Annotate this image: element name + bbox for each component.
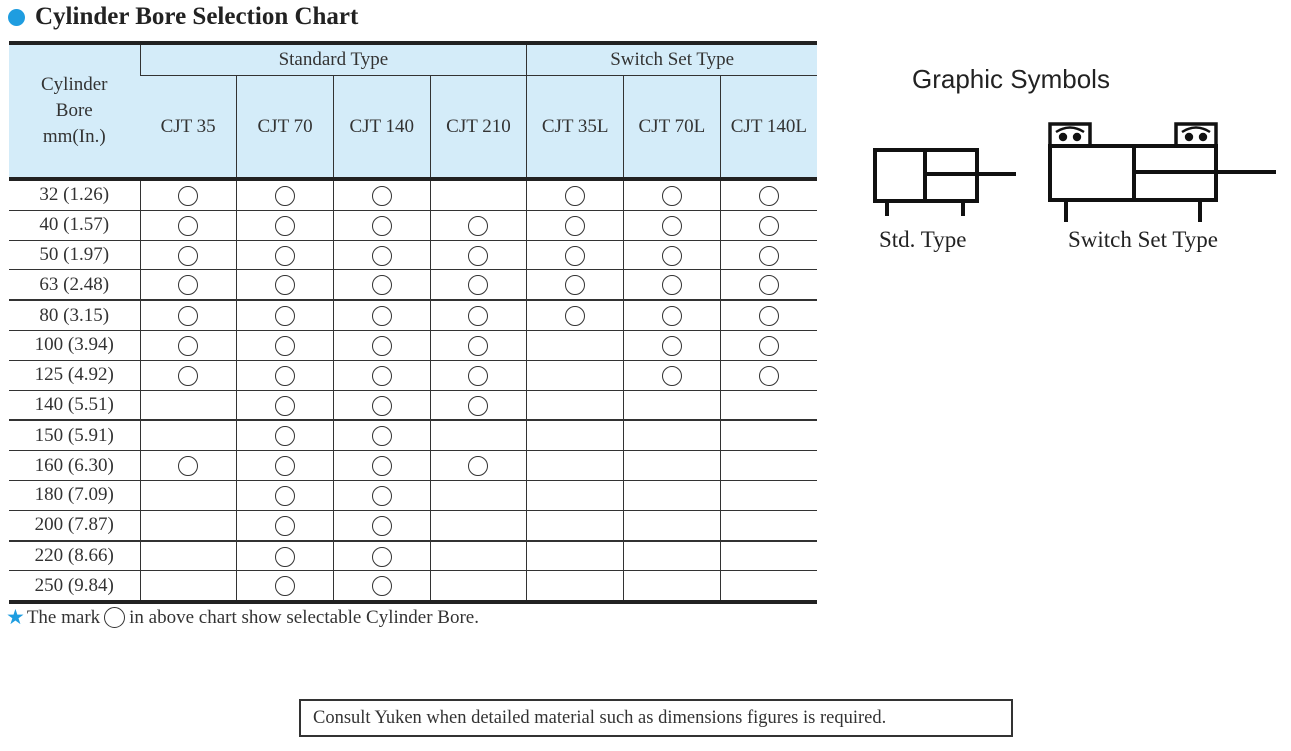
availability-cell <box>237 360 334 390</box>
selectable-mark-icon <box>468 336 488 356</box>
selectable-mark-icon <box>372 186 392 206</box>
availability-cell <box>430 270 527 300</box>
availability-cell <box>140 541 237 571</box>
availability-cell <box>527 510 624 540</box>
availability-cell <box>624 210 721 240</box>
availability-cell <box>333 541 430 571</box>
page-title-text: Cylinder Bore Selection Chart <box>35 3 359 30</box>
selectable-mark-icon <box>372 576 392 596</box>
availability-cell <box>430 300 527 330</box>
chart-note <box>6 605 479 630</box>
group-header-switch-set: Switch Set Type <box>527 43 817 76</box>
bore-header-line-2: Bore <box>55 100 93 121</box>
bore-size-cell: 180 (7.09) <box>9 480 140 510</box>
page-title <box>8 0 358 34</box>
availability-cell <box>140 451 237 481</box>
star-icon: ★ <box>6 605 25 629</box>
availability-cell <box>237 480 334 510</box>
availability-cell <box>624 510 721 540</box>
availability-cell <box>237 300 334 330</box>
availability-cell <box>237 420 334 450</box>
availability-cell <box>140 240 237 270</box>
selectable-mark-icon <box>662 366 682 386</box>
table-row <box>9 360 817 390</box>
table-row <box>9 571 817 602</box>
switch-set-type-label: Switch Set Type <box>1068 227 1219 252</box>
selectable-mark-icon <box>468 275 488 295</box>
availability-cell <box>237 571 334 602</box>
availability-cell <box>527 270 624 300</box>
table-row <box>9 510 817 540</box>
bore-header-line-3: mm(In.) <box>42 126 106 147</box>
availability-cell <box>720 240 817 270</box>
selectable-mark-icon <box>372 516 392 536</box>
availability-cell <box>333 240 430 270</box>
availability-cell <box>430 210 527 240</box>
selectable-mark-icon <box>178 366 198 386</box>
graphic-symbols-title: Graphic Symbols <box>912 64 1110 94</box>
availability-cell <box>237 179 334 210</box>
selectable-mark-icon <box>275 547 295 567</box>
bore-header-line-1: Cylinder <box>41 74 108 95</box>
selectable-mark-icon <box>372 396 392 416</box>
table-row <box>9 451 817 481</box>
table-row <box>9 330 817 360</box>
availability-cell <box>624 300 721 330</box>
availability-cell <box>720 330 817 360</box>
selectable-mark-icon <box>178 306 198 326</box>
availability-cell <box>333 480 430 510</box>
availability-cell <box>720 210 817 240</box>
availability-cell <box>333 451 430 481</box>
availability-cell <box>720 571 817 602</box>
availability-cell <box>430 541 527 571</box>
availability-cell <box>624 541 721 571</box>
selectable-mark-icon <box>275 486 295 506</box>
selectable-mark-icon <box>662 275 682 295</box>
consult-notice: Consult Yuken when detailed material such as dimensions figures is required. <box>299 699 1013 737</box>
selectable-mark-icon <box>372 216 392 236</box>
selectable-mark-icon <box>759 216 779 236</box>
availability-cell <box>527 480 624 510</box>
selectable-mark-icon <box>275 396 295 416</box>
selectable-mark-icon <box>759 275 779 295</box>
selectable-mark-icon <box>662 306 682 326</box>
availability-cell <box>527 210 624 240</box>
bore-size-cell: 100 (3.94) <box>9 330 140 360</box>
bore-size-cell: 32 (1.26) <box>9 179 140 210</box>
selectable-mark-icon <box>178 456 198 476</box>
availability-cell <box>140 210 237 240</box>
availability-cell <box>624 451 721 481</box>
model-header: CJT 70 <box>237 76 334 180</box>
selectable-mark-icon <box>372 246 392 266</box>
availability-cell <box>430 420 527 450</box>
selectable-mark-icon <box>178 216 198 236</box>
availability-cell <box>624 480 721 510</box>
bore-selection-table <box>9 41 817 604</box>
availability-cell <box>720 300 817 330</box>
availability-cell <box>527 179 624 210</box>
selectable-mark-icon <box>759 186 779 206</box>
availability-cell <box>140 330 237 360</box>
selectable-mark-icon <box>372 426 392 446</box>
availability-cell <box>527 390 624 420</box>
availability-cell <box>430 480 527 510</box>
availability-cell <box>527 300 624 330</box>
availability-cell <box>333 330 430 360</box>
selectable-mark-icon <box>662 336 682 356</box>
availability-cell <box>333 390 430 420</box>
availability-cell <box>430 330 527 360</box>
availability-cell <box>527 330 624 360</box>
selectable-mark-icon <box>275 216 295 236</box>
selectable-mark-icon <box>468 396 488 416</box>
selectable-mark-icon <box>662 186 682 206</box>
switch-set-type-symbol-icon <box>1044 120 1280 226</box>
selectable-mark-icon <box>178 246 198 266</box>
table-row <box>9 390 817 420</box>
availability-cell <box>430 240 527 270</box>
availability-cell <box>624 270 721 300</box>
availability-cell <box>624 420 721 450</box>
selectable-mark-icon <box>372 547 392 567</box>
availability-cell <box>140 571 237 602</box>
availability-cell <box>624 330 721 360</box>
selectable-mark-icon <box>275 576 295 596</box>
availability-cell <box>430 360 527 390</box>
model-header: CJT 35 <box>140 76 237 180</box>
availability-cell <box>624 360 721 390</box>
bore-size-cell: 250 (9.84) <box>9 571 140 602</box>
table-row <box>9 270 817 300</box>
table-row <box>9 210 817 240</box>
availability-cell <box>720 541 817 571</box>
availability-cell <box>140 360 237 390</box>
availability-cell <box>527 360 624 390</box>
selectable-mark-icon <box>275 275 295 295</box>
selectable-mark-icon <box>178 275 198 295</box>
selectable-mark-icon <box>275 306 295 326</box>
availability-cell <box>237 510 334 540</box>
selectable-mark-icon <box>178 186 198 206</box>
availability-cell <box>430 179 527 210</box>
selectable-mark-icon <box>275 516 295 536</box>
model-header: CJT 140L <box>720 76 817 180</box>
selectable-mark-icon <box>372 306 392 326</box>
group-header-row <box>9 43 817 76</box>
selectable-mark-icon <box>275 246 295 266</box>
bore-column-header <box>9 43 140 179</box>
availability-cell <box>430 451 527 481</box>
availability-cell <box>720 480 817 510</box>
availability-cell <box>140 300 237 330</box>
bore-size-cell: 200 (7.87) <box>9 510 140 540</box>
availability-cell <box>333 179 430 210</box>
availability-cell <box>333 571 430 602</box>
availability-cell <box>140 179 237 210</box>
selectable-mark-icon <box>178 336 198 356</box>
availability-cell <box>333 360 430 390</box>
bore-size-cell: 220 (8.66) <box>9 541 140 571</box>
table-row <box>9 240 817 270</box>
table-row <box>9 480 817 510</box>
availability-cell <box>333 420 430 450</box>
model-header: CJT 210 <box>430 76 527 180</box>
selectable-mark-icon <box>759 306 779 326</box>
bore-size-cell: 140 (5.51) <box>9 390 140 420</box>
availability-cell <box>720 390 817 420</box>
selectable-mark-icon <box>372 486 392 506</box>
availability-cell <box>720 360 817 390</box>
availability-cell <box>527 420 624 450</box>
selectable-mark-icon <box>468 216 488 236</box>
selectable-mark-icon <box>565 306 585 326</box>
selectable-mark-icon <box>372 336 392 356</box>
availability-cell <box>237 330 334 360</box>
availability-cell <box>237 541 334 571</box>
bore-size-cell: 150 (5.91) <box>9 420 140 450</box>
availability-cell <box>720 179 817 210</box>
selectable-mark-icon <box>662 246 682 266</box>
table-row <box>9 541 817 571</box>
selectable-mark-icon <box>372 366 392 386</box>
selectable-mark-icon <box>759 246 779 266</box>
availability-cell <box>624 571 721 602</box>
availability-cell <box>333 300 430 330</box>
availability-cell <box>430 390 527 420</box>
model-header: CJT 70L <box>624 76 721 180</box>
bullet-dot-icon <box>8 9 25 26</box>
availability-cell <box>527 571 624 602</box>
availability-cell <box>237 390 334 420</box>
selectable-mark-icon <box>468 456 488 476</box>
availability-cell <box>333 210 430 240</box>
availability-cell <box>140 390 237 420</box>
selectable-mark-icon <box>565 246 585 266</box>
model-header: CJT 35L <box>527 76 624 180</box>
availability-cell <box>430 510 527 540</box>
bore-size-cell: 50 (1.97) <box>9 240 140 270</box>
selectable-mark-icon <box>275 186 295 206</box>
selectable-mark-icon <box>275 336 295 356</box>
table-row <box>9 420 817 450</box>
availability-cell <box>624 240 721 270</box>
selectable-mark-icon <box>759 336 779 356</box>
table-body <box>9 179 817 602</box>
selectable-mark-icon <box>468 306 488 326</box>
circle-mark-icon <box>104 607 125 628</box>
availability-cell <box>140 270 237 300</box>
availability-cell <box>527 240 624 270</box>
bore-size-cell: 80 (3.15) <box>9 300 140 330</box>
bore-size-cell: 40 (1.57) <box>9 210 140 240</box>
selectable-mark-icon <box>275 456 295 476</box>
availability-cell <box>237 240 334 270</box>
selectable-mark-icon <box>565 275 585 295</box>
selectable-mark-icon <box>468 246 488 266</box>
selectable-mark-icon <box>468 366 488 386</box>
availability-cell <box>720 451 817 481</box>
model-header: CJT 140 <box>333 76 430 180</box>
availability-cell <box>527 541 624 571</box>
availability-cell <box>333 510 430 540</box>
note-text-after: in above chart show selectable Cylinder Bore. <box>129 606 479 628</box>
selectable-mark-icon <box>565 216 585 236</box>
bore-size-cell: 160 (6.30) <box>9 451 140 481</box>
selectable-mark-icon <box>662 216 682 236</box>
availability-cell <box>720 510 817 540</box>
availability-cell <box>527 451 624 481</box>
availability-cell <box>237 270 334 300</box>
availability-cell <box>430 571 527 602</box>
availability-cell <box>237 210 334 240</box>
selectable-mark-icon <box>372 275 392 295</box>
availability-cell <box>140 480 237 510</box>
std-type-symbol-icon <box>868 142 1020 220</box>
bore-size-cell: 125 (4.92) <box>9 360 140 390</box>
table-row <box>9 300 817 330</box>
selectable-mark-icon <box>275 366 295 386</box>
selectable-mark-icon <box>759 366 779 386</box>
availability-cell <box>237 451 334 481</box>
availability-cell <box>624 179 721 210</box>
selectable-mark-icon <box>372 456 392 476</box>
selectable-mark-icon <box>565 186 585 206</box>
std-type-label: Std. Type <box>879 227 967 252</box>
bore-size-cell: 63 (2.48) <box>9 270 140 300</box>
group-header-standard: Standard Type <box>140 43 527 76</box>
availability-cell <box>140 420 237 450</box>
availability-cell <box>720 420 817 450</box>
availability-cell <box>624 390 721 420</box>
availability-cell <box>333 270 430 300</box>
table-row <box>9 179 817 210</box>
selectable-mark-icon <box>275 426 295 446</box>
availability-cell <box>720 270 817 300</box>
note-text-before: The mark <box>26 606 101 628</box>
availability-cell <box>140 510 237 540</box>
